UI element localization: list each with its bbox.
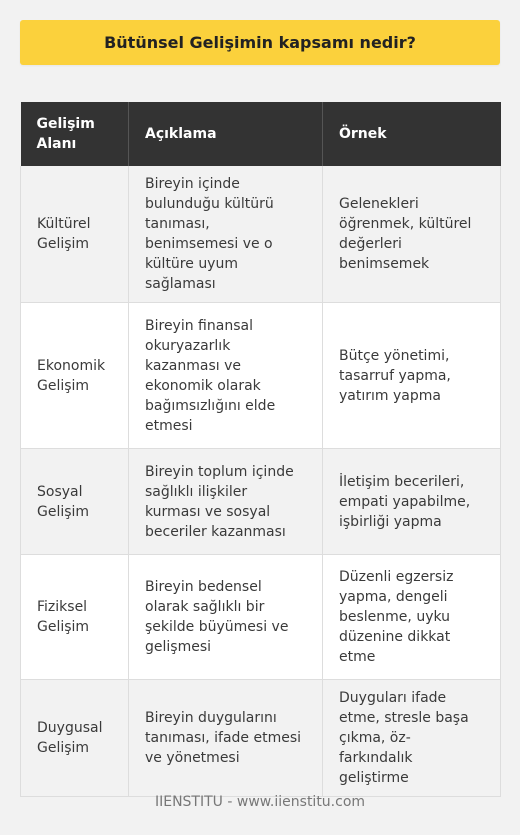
cell-area: Ekonomik Gelişim bbox=[21, 303, 129, 449]
cell-description: Bireyin bedensel olarak sağlıklı bir şekilde büyümesi ve gelişmesi bbox=[129, 555, 323, 680]
header-area: Gelişim Alanı bbox=[21, 102, 129, 166]
table-header bbox=[21, 102, 501, 166]
cell-description: Bireyin içinde bulunduğu kültürü tanıması, benimsemesi ve o kültüre uyum sağlaması bbox=[129, 166, 323, 303]
cell-example: Bütçe yönetimi, tasarruf yapma, yatırım yapma bbox=[323, 303, 501, 449]
cell-area: Fiziksel Gelişim bbox=[21, 555, 129, 680]
development-table bbox=[20, 102, 501, 797]
cell-area: Sosyal Gelişim bbox=[21, 449, 129, 555]
cell-example: Düzenli egzersiz yapma, dengeli beslenme, uyku düzenine dikkat etme bbox=[323, 555, 501, 680]
header-description: Açıklama bbox=[129, 102, 323, 166]
header-example: Örnek bbox=[323, 102, 501, 166]
page-title: Bütünsel Gelişimin kapsamı nedir? bbox=[104, 33, 416, 52]
cell-area: Duygusal Gelişim bbox=[21, 680, 129, 797]
table-row bbox=[21, 680, 501, 797]
cell-area: Kültürel Gelişim bbox=[21, 166, 129, 303]
cell-description: Bireyin finansal okuryazarlık kazanması ve ekonomik olarak bağımsızlığını elde etmesi bbox=[129, 303, 323, 449]
cell-example: Gelenekleri öğrenmek, kültürel değerleri benimsemek bbox=[323, 166, 501, 303]
cell-example: Duyguları ifade etme, stresle başa çıkma, öz-farkındalık geliştirme bbox=[323, 680, 501, 797]
table-row bbox=[21, 166, 501, 303]
cell-description: Bireyin toplum içinde sağlıklı ilişkiler kurması ve sosyal beceriler kazanması bbox=[129, 449, 323, 555]
cell-description: Bireyin duygularını tanıması, ifade etmesi ve yönetmesi bbox=[129, 680, 323, 797]
table-row bbox=[21, 449, 501, 555]
footer-credit: IIENSTITU - www.iienstitu.com bbox=[154, 794, 366, 810]
cell-example: İletişim becerileri, empati yapabilme, işbirliği yapma bbox=[323, 449, 501, 555]
title-banner bbox=[20, 20, 500, 65]
table-row bbox=[21, 303, 501, 449]
table-row bbox=[21, 555, 501, 680]
